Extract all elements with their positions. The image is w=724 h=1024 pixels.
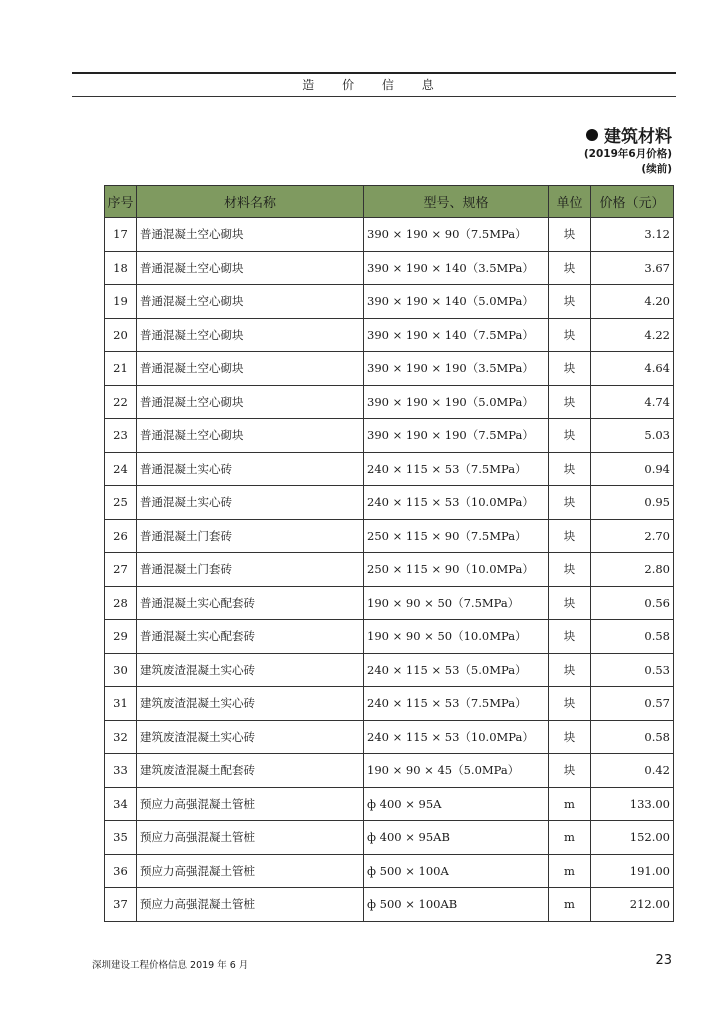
cell-unit: 块 — [549, 519, 591, 553]
cell-unit: 块 — [549, 352, 591, 386]
table-row — [105, 218, 674, 252]
cell-name: 建筑废渣混凝土实心砖 — [137, 687, 364, 721]
table-row — [105, 519, 674, 553]
cell-spec: ф 400 × 95A — [364, 787, 549, 821]
table-row — [105, 754, 674, 788]
cell-spec: ф 500 × 100AB — [364, 888, 549, 922]
cell-unit: 块 — [549, 318, 591, 352]
table-row — [105, 251, 674, 285]
cell-no: 30 — [105, 653, 137, 687]
cell-name: 普通混凝土门套砖 — [137, 553, 364, 587]
table-row — [105, 720, 674, 754]
cell-no: 28 — [105, 586, 137, 620]
cell-price: 0.57 — [591, 687, 674, 721]
cell-unit: 块 — [549, 452, 591, 486]
cell-price: 2.70 — [591, 519, 674, 553]
table-row — [105, 888, 674, 922]
cell-price: 4.20 — [591, 285, 674, 319]
cell-price: 0.95 — [591, 486, 674, 520]
cell-unit: 块 — [549, 285, 591, 319]
cell-unit: 块 — [549, 620, 591, 654]
cell-spec: 390 × 190 × 190（7.5MPa） — [364, 419, 549, 453]
page-number: 23 — [655, 953, 672, 968]
column-header-unit: 单位 — [549, 186, 591, 218]
top-rule — [72, 72, 676, 74]
cell-name: 普通混凝土实心配套砖 — [137, 586, 364, 620]
cell-spec: 190 × 90 × 50（10.0MPa） — [364, 620, 549, 654]
cell-unit: 块 — [549, 754, 591, 788]
cell-unit: m — [549, 821, 591, 855]
cell-name: 建筑废渣混凝土实心砖 — [137, 720, 364, 754]
cell-name: 普通混凝土实心砖 — [137, 486, 364, 520]
cell-unit: 块 — [549, 419, 591, 453]
cell-name: 普通混凝土空心砌块 — [137, 419, 364, 453]
cell-no: 21 — [105, 352, 137, 386]
cell-name: 普通混凝土门套砖 — [137, 519, 364, 553]
cell-no: 37 — [105, 888, 137, 922]
cell-spec: 390 × 190 × 190（3.5MPa） — [364, 352, 549, 386]
cell-name: 普通混凝土空心砌块 — [137, 385, 364, 419]
cell-no: 29 — [105, 620, 137, 654]
cell-spec: 240 × 115 × 53（5.0MPa） — [364, 653, 549, 687]
section-title-text: 建筑材料 — [604, 127, 672, 147]
cell-no: 19 — [105, 285, 137, 319]
cell-price: 0.53 — [591, 653, 674, 687]
price-table — [104, 185, 674, 922]
cell-spec: 240 × 115 × 53（10.0MPa） — [364, 486, 549, 520]
cell-no: 20 — [105, 318, 137, 352]
cell-price: 133.00 — [591, 787, 674, 821]
cell-spec: 240 × 115 × 53（10.0MPa） — [364, 720, 549, 754]
cell-no: 27 — [105, 553, 137, 587]
cell-price: 191.00 — [591, 854, 674, 888]
cell-spec: 250 × 115 × 90（7.5MPa） — [364, 519, 549, 553]
table-row — [105, 553, 674, 587]
column-header-no: 序号 — [105, 186, 137, 218]
cell-unit: m — [549, 854, 591, 888]
cell-unit: 块 — [549, 218, 591, 252]
cell-spec: ф 500 × 100A — [364, 854, 549, 888]
table-row — [105, 620, 674, 654]
table-row — [105, 787, 674, 821]
table-row — [105, 285, 674, 319]
cell-unit: 块 — [549, 486, 591, 520]
cell-unit: 块 — [549, 687, 591, 721]
cell-unit: m — [549, 787, 591, 821]
cell-price: 0.42 — [591, 754, 674, 788]
cell-no: 26 — [105, 519, 137, 553]
table-row — [105, 586, 674, 620]
cell-spec: 250 × 115 × 90（10.0MPa） — [364, 553, 549, 587]
cell-unit: 块 — [549, 653, 591, 687]
cell-name: 预应力高强混凝土管桩 — [137, 821, 364, 855]
cell-no: 31 — [105, 687, 137, 721]
table-body — [105, 218, 674, 922]
cell-price: 4.22 — [591, 318, 674, 352]
cell-price: 152.00 — [591, 821, 674, 855]
cell-name: 普通混凝土实心配套砖 — [137, 620, 364, 654]
cell-no: 35 — [105, 821, 137, 855]
column-header-price: 价格（元） — [591, 186, 674, 218]
cell-no: 32 — [105, 720, 137, 754]
cell-no: 23 — [105, 419, 137, 453]
cell-price: 0.56 — [591, 586, 674, 620]
cell-spec: 390 × 190 × 140（5.0MPa） — [364, 285, 549, 319]
table-row — [105, 687, 674, 721]
cell-name: 建筑废渣混凝土配套砖 — [137, 754, 364, 788]
column-header-spec: 型号、规格 — [364, 186, 549, 218]
cell-price: 4.74 — [591, 385, 674, 419]
table-row — [105, 854, 674, 888]
cell-price: 2.80 — [591, 553, 674, 587]
cell-name: 预应力高强混凝土管桩 — [137, 854, 364, 888]
cell-spec: ф 400 × 95AB — [364, 821, 549, 855]
cell-no: 36 — [105, 854, 137, 888]
cell-unit: m — [549, 888, 591, 922]
cell-name: 普通混凝土空心砌块 — [137, 218, 364, 252]
cell-spec: 390 × 190 × 140（3.5MPa） — [364, 251, 549, 285]
footer-publication: 深圳建设工程价格信息 2019 年 6 月 — [92, 960, 249, 971]
cell-name: 普通混凝土空心砌块 — [137, 285, 364, 319]
cell-spec: 190 × 90 × 50（7.5MPa） — [364, 586, 549, 620]
cell-spec: 240 × 115 × 53（7.5MPa） — [364, 687, 549, 721]
cell-price: 3.12 — [591, 218, 674, 252]
cell-price: 5.03 — [591, 419, 674, 453]
cell-price: 0.94 — [591, 452, 674, 486]
cell-no: 18 — [105, 251, 137, 285]
continued-note: (续前) — [641, 163, 672, 175]
cell-price: 4.64 — [591, 352, 674, 386]
cell-name: 预应力高强混凝土管桩 — [137, 888, 364, 922]
cell-name: 普通混凝土实心砖 — [137, 452, 364, 486]
cell-name: 普通混凝土空心砌块 — [137, 318, 364, 352]
cell-no: 24 — [105, 452, 137, 486]
cell-unit: 块 — [549, 385, 591, 419]
section-subtitle: (2019年6月价格) — [583, 148, 672, 160]
cell-no: 17 — [105, 218, 137, 252]
running-header: 造 价 信 息 — [302, 78, 446, 92]
table-row — [105, 653, 674, 687]
section-title — [586, 122, 672, 147]
table-row — [105, 352, 674, 386]
cell-unit: 块 — [549, 251, 591, 285]
cell-no: 34 — [105, 787, 137, 821]
header-rule — [72, 96, 676, 97]
cell-name: 建筑废渣混凝土实心砖 — [137, 653, 364, 687]
cell-name: 普通混凝土空心砌块 — [137, 352, 364, 386]
table-row — [105, 385, 674, 419]
cell-no: 33 — [105, 754, 137, 788]
cell-spec: 190 × 90 × 45（5.0MPa） — [364, 754, 549, 788]
table-row — [105, 452, 674, 486]
cell-spec: 390 × 190 × 140（7.5MPa） — [364, 318, 549, 352]
cell-name: 普通混凝土空心砌块 — [137, 251, 364, 285]
cell-unit: 块 — [549, 586, 591, 620]
cell-name: 预应力高强混凝土管桩 — [137, 787, 364, 821]
column-header-name: 材料名称 — [137, 186, 364, 218]
cell-price: 0.58 — [591, 720, 674, 754]
cell-no: 25 — [105, 486, 137, 520]
cell-unit: 块 — [549, 553, 591, 587]
cell-price: 0.58 — [591, 620, 674, 654]
cell-price: 212.00 — [591, 888, 674, 922]
cell-price: 3.67 — [591, 251, 674, 285]
cell-spec: 390 × 190 × 90（7.5MPa） — [364, 218, 549, 252]
bullet-icon — [586, 129, 598, 141]
table-row — [105, 419, 674, 453]
table-row — [105, 486, 674, 520]
cell-no: 22 — [105, 385, 137, 419]
table-row — [105, 318, 674, 352]
cell-unit: 块 — [549, 720, 591, 754]
table-row — [105, 821, 674, 855]
cell-spec: 390 × 190 × 190（5.0MPa） — [364, 385, 549, 419]
table-header-row — [105, 186, 674, 218]
cell-spec: 240 × 115 × 53（7.5MPa） — [364, 452, 549, 486]
